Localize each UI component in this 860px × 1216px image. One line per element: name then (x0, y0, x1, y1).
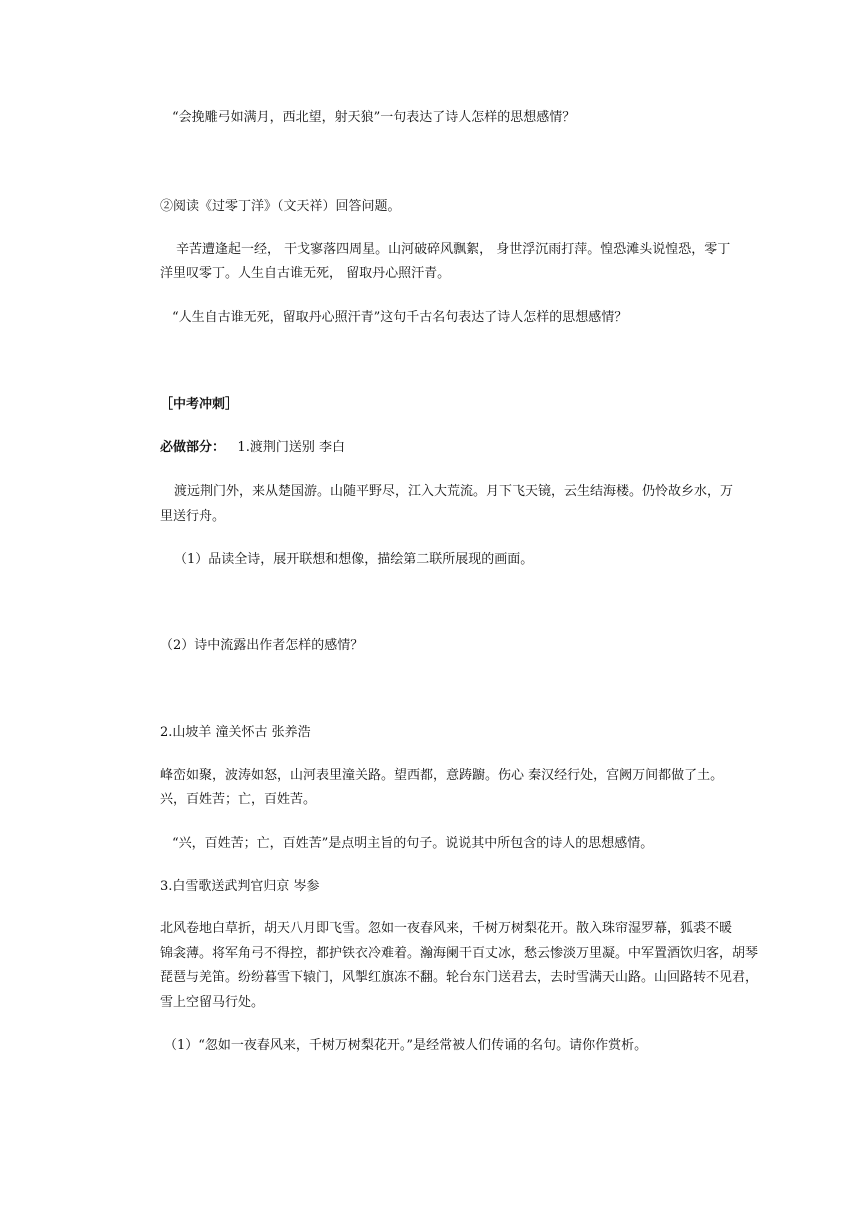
poem-2-question: “兴，百姓苦；亡，百姓苦”是点明主旨的句子。说说其中所包含的诗人的思想感情。 (172, 836, 654, 851)
poem-1-question-1: （1）品读全诗，展开联想和想像，描绘第二联所展现的画面。 (174, 552, 534, 567)
reading-2-title: ②阅读《过零丁洋》（文天祥）回答问题。 (160, 199, 401, 214)
poem-1-line-2: 里送行舟。 (160, 509, 226, 524)
poem-2-title: 2.山坡羊 潼关怀古 张养浩 (160, 725, 311, 740)
must-do-label: 必做部分： (160, 440, 226, 455)
section-heading: ［中考冲刺］ (160, 397, 239, 412)
question-wolf: “会挽雕弓如满月，西北望，射天狼”一句表达了诗人怎样的思想感情？ (172, 110, 576, 125)
poem-3-title: 3.白雪歌送武判官归京 岑参 (160, 879, 320, 894)
poem-1-title: 1.渡荆门送别 李白 (237, 440, 345, 455)
poem-guolingdingyang-line-2: 洋里叹零丁。人生自古谁无死， 留取丹心照汗青。 (160, 266, 451, 281)
poem-1-heading (160, 438, 345, 458)
poem-1-question-2: （2）诗中流露出作者怎样的感情？ (160, 638, 364, 653)
poem-1-line-1: 渡远荆门外，来从楚国游。山随平野尽，江入大荒流。月下飞天镜，云生结海楼。仍怜故乡水，万 (174, 484, 734, 499)
poem-3-line-3: 琵琶与羌笛。纷纷暮雪下辕门，风掣红旗冻不翻。轮台东门送君去，去时雪满天山路。山回路转不见君， (160, 970, 759, 985)
poem-3-line-4: 雪上空留马行处。 (160, 995, 265, 1010)
poem-3-line-2: 锦衾薄。将军角弓不得控，都护铁衣冷难着。瀚海阑干百丈冰，愁云惨淡万里凝。中军置酒饮归客，胡琴 (160, 946, 759, 961)
poem-2-line-1: 峰峦如聚，波涛如怒，山河表里潼关路。望西都，意踌躕。伤心 秦汉经行处，宫阙万间都做了土。 (160, 768, 724, 783)
poem-2-line-2: 兴，百姓苦；亡，百姓苦。 (160, 792, 317, 807)
question-danxin: “人生自古谁无死，留取丹心照汗青”这句千古名句表达了诗人怎样的思想感情？ (172, 310, 628, 325)
poem-guolingdingyang-line-1: 辛苦遭逢起一经， 干戈寥落四周星。山河破碎风飘絮， 身世浮沉雨打萍。惶恐滩头说惶恐，零丁 (176, 242, 731, 257)
poem-3-question-1: （1）“忽如一夜春风来，千树万树梨花开。”是经常被人们传诵的名句。请你作赏析。 (164, 1038, 648, 1053)
poem-3-line-1: 北风卷地白草折，胡天八月即飞雪。忽如一夜春风来，千树万树梨花开。散入珠帘湿罗幕，狐裘不暖 (160, 921, 733, 936)
